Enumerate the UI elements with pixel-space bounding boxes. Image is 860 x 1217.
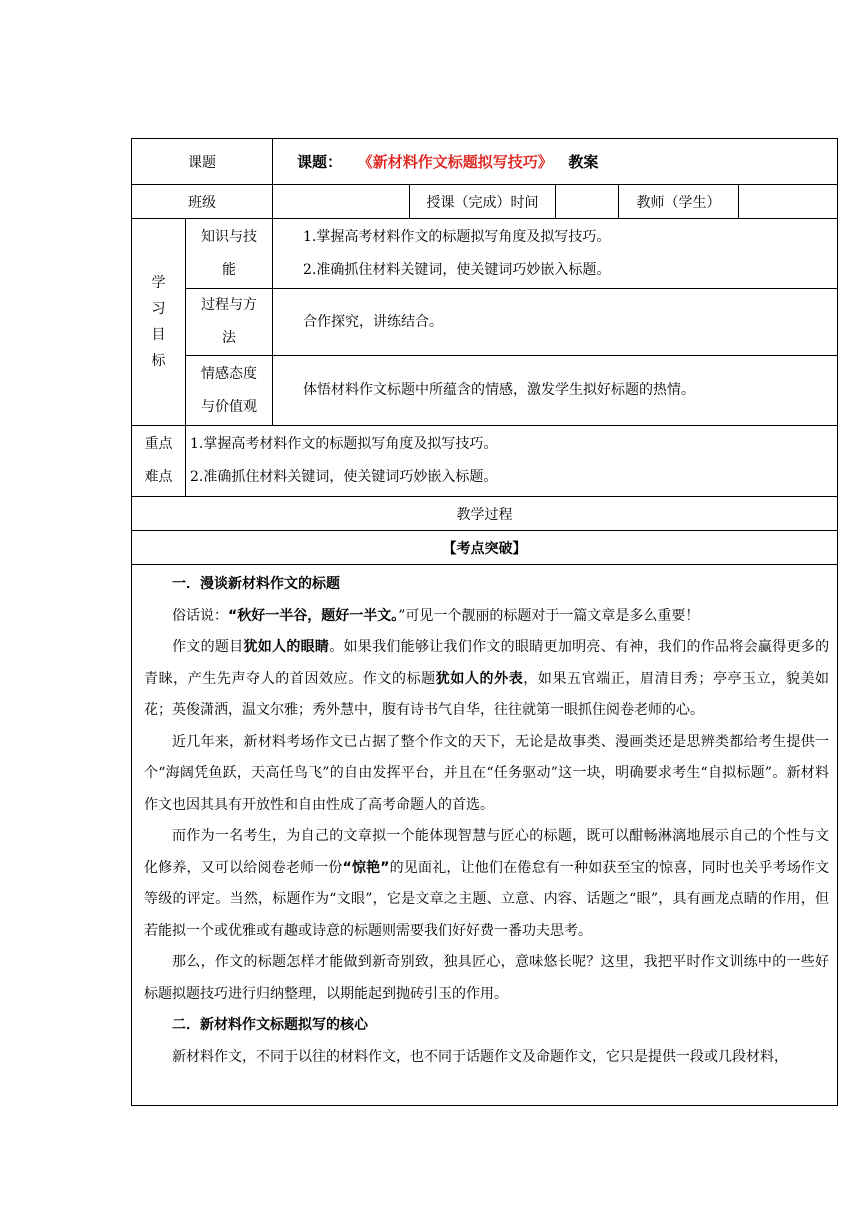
class-value-cell (273, 185, 410, 219)
p2-emphasis-appearance: 犹如人的外表 (435, 670, 524, 687)
process-label-1: 过程与方 (201, 297, 257, 313)
paragraph-1 (144, 601, 829, 633)
time-label-cell (410, 185, 556, 219)
knowledge-content-cell (273, 219, 838, 289)
process-label-2: 法 (222, 330, 236, 346)
goal-emotion-row (132, 356, 838, 426)
info-row (132, 185, 838, 219)
process-content-cell (273, 289, 838, 356)
goals-char-4: 标 (151, 353, 166, 369)
goals-char-2: 习 (151, 301, 166, 317)
heading-one: 一．漫谈新材料作文的标题 (172, 576, 340, 592)
keypoints-row (132, 426, 838, 497)
lesson-title-cell (273, 139, 838, 185)
paragraph-5: 那么，作文的标题怎样才能做到新奇别致，独具匠心，意味悠长呢？这里，我把平时作文训练中的一些好标题拟题技巧进行归纳整理，以期能起到抛砖引玉的作用。 (144, 954, 830, 1002)
lesson-title: 《新材料作文标题拟写技巧》 (357, 153, 553, 171)
section-title: 【考点突破】 (442, 540, 527, 557)
learning-goals-label (132, 219, 186, 426)
knowledge-label-1: 知识与技 (201, 228, 257, 245)
time-label: 授课（完成）时间 (426, 194, 539, 211)
p2-text-a: 作文的题目 (172, 639, 244, 655)
keypoint-item-1: 1.掌握高考材料作文的标题拟写角度及拟写技巧。 (190, 436, 498, 452)
p4-emphasis: “惊艳” (342, 859, 390, 876)
goal-process-row (132, 289, 838, 356)
p4-text-c: 的见面礼，让他们在倦怠有一种如获至宝的惊喜，同时也关乎考场作文等级的评定。当然，标题作为“文眼”，它是文章之主题、立意、内容、话题之“眼”，具有画龙点睛的作用，但若能拟一个或优雅或有趣或诗意的标题则需要我们好好费一番功夫思考。 (144, 859, 830, 939)
p4-text-a: 而作为一名考生，为自己的文章拟一个能体现智慧与匠心的标题，既可以酣畅淋漓地展示自己的个性与文化修养，又可以给阅卷老师一份 (144, 828, 830, 876)
class-label-cell (132, 185, 273, 219)
process-title-row (132, 497, 838, 531)
body-content-cell (132, 565, 838, 1106)
title-prefix: 课题： (297, 153, 343, 171)
keypoints-label-cell (132, 426, 186, 497)
title-row (132, 139, 838, 185)
emotion-label-1: 情感态度 (201, 365, 257, 382)
teacher-label: 教师（学生） (636, 194, 721, 211)
process-title: 教学过程 (456, 506, 513, 523)
goals-char-3: 目 (151, 327, 166, 343)
subject-label-cell (132, 139, 273, 185)
keypoints-content-cell (186, 426, 838, 497)
p2-text-e: ，如果五官端正，眉清目秀；亭亭玉立，貌美如花；英俊潇洒，温文尔雅；秀外慧中，腹有诗书气自华，往往就第一眼抓住阅卷老师的心。 (144, 670, 830, 718)
p2-text-c: 。如果我们能够让我们作文的眼睛更加明亮、有神，我们的作品将会赢得更多的青睐，产生先声夺人的首因效应。作文的标题 (144, 639, 830, 687)
subject-label: 课题 (188, 154, 216, 171)
paragraph-2 (144, 632, 829, 727)
paragraph-4 (144, 821, 829, 947)
emotion-text: 体悟材料作文标题中所蕴含的情感，激发学生拟好标题的热情。 (303, 382, 695, 398)
emotion-content-cell (273, 356, 838, 426)
paragraph-6: 新材料作文，不同于以往的材料作文，也不同于话题作文及命题作文，它只是提供一段或几段材料， (172, 1048, 788, 1065)
keypoints-label-1: 重点 (144, 436, 173, 452)
keypoints-label-2: 难点 (144, 469, 173, 485)
body-row (132, 565, 838, 1106)
p1-proverb: “秋好一半谷，题好一半文。 (228, 607, 399, 624)
goals-char-1: 学 (151, 275, 166, 291)
teacher-label-cell (619, 185, 739, 219)
time-value-cell (556, 185, 619, 219)
knowledge-item-2: 2.准确抓住材料关键词，使关键词巧妙嵌入标题。 (303, 261, 611, 278)
teacher-value-cell (739, 185, 838, 219)
knowledge-item-1: 1.掌握高考材料作文的标题拟写角度及拟写技巧。 (303, 228, 611, 245)
paragraph-3: 近几年来，新材料考场作文已占据了整个作文的天下，无论是故事类、漫画类还是思辨类都给考生提供一个“海阔凭鱼跃，天高任鸟飞”的自由发挥平台，并且在“任务驱动”这一块，明确要求考生“自拟标题”。新材料作文也因其具有开放性和自由性成了高考命题人的首选。 (144, 733, 830, 813)
p1-text-a: 俗话说： (172, 607, 228, 624)
p2-emphasis-eyes: 犹如人的眼睛 (243, 639, 330, 655)
knowledge-label-2: 能 (222, 261, 236, 278)
heading-two: 二．新材料作文标题拟写的核心 (172, 1017, 368, 1033)
goal-knowledge-row (132, 219, 838, 289)
lesson-plan-table (131, 138, 838, 1106)
process-label-cell (186, 289, 273, 356)
emotion-label-cell (186, 356, 273, 426)
section-title-cell (132, 531, 838, 565)
emotion-label-2: 与价值观 (201, 398, 257, 415)
section-title-row (132, 531, 838, 565)
process-text: 合作探究，讲练结合。 (303, 313, 443, 330)
process-title-cell (132, 497, 838, 531)
p1-text-c: ”可见一个靓丽的标题对于一篇文章是多么重要！ (398, 607, 700, 624)
title-suffix: 教案 (568, 153, 599, 171)
keypoint-item-2: 2.准确抓住材料关键词，使关键词巧妙嵌入标题。 (190, 469, 498, 485)
knowledge-label-cell (186, 219, 273, 289)
class-label: 班级 (188, 194, 216, 211)
